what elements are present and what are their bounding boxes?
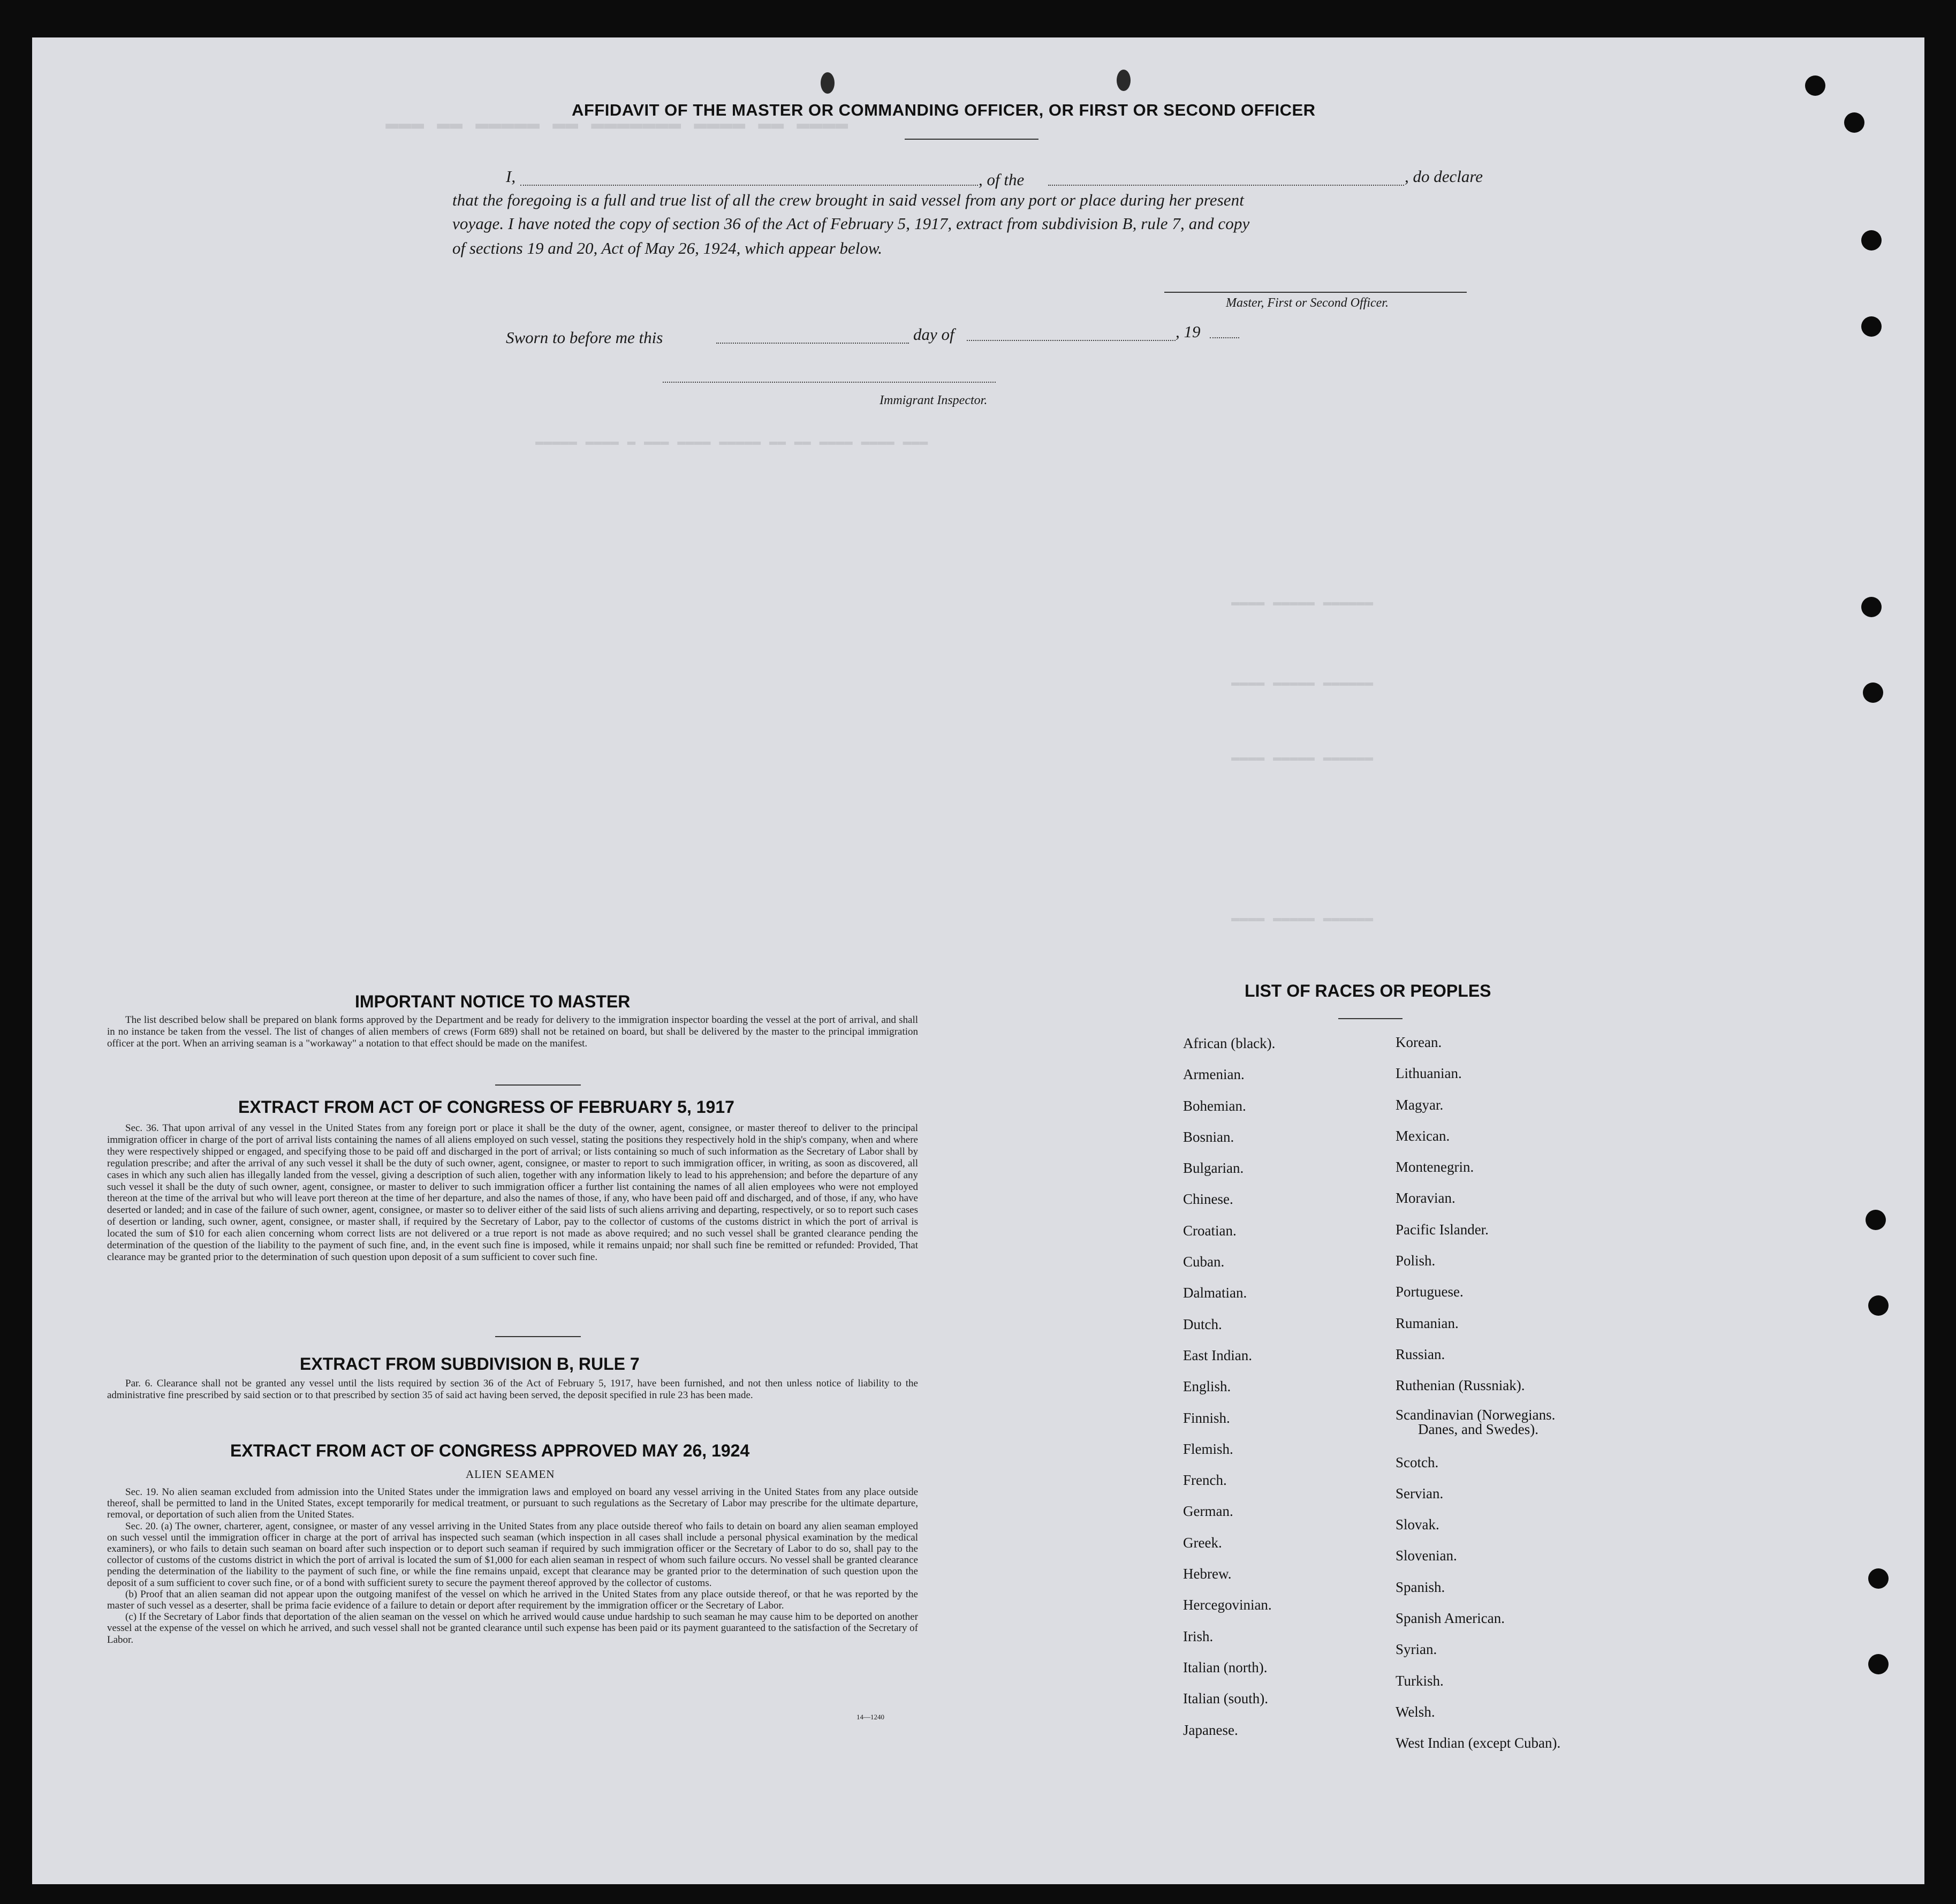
race-item: Montenegrin.: [1396, 1159, 1474, 1175]
notice-paragraph: The list described below shall be prepared on blank forms approved by the Department and be ready for delivery to the immigration inspector boarding the vessel at the port of arrival, and shall in no instance be taken from the vessel. The list of changes of alien members of crews (Form 689) shall not be retained on board, but shall be delivered by the master to the principal immigration officer at the port. When an arriving seaman is a "workaway" a notation to that effect should be made on the manifest.: [107, 1014, 918, 1049]
race-item: Servian.: [1396, 1485, 1444, 1501]
sworn-year-field[interactable]: [1210, 337, 1239, 338]
punch-hole: [1861, 230, 1882, 251]
race-item: Magyar.: [1396, 1096, 1444, 1113]
extract-1917-title: EXTRACT FROM ACT OF CONGRESS OF FEBRUARY 5, 1917: [238, 1097, 734, 1117]
affidavit-line-4: of sections 19 and 20, Act of May 26, 1924, which appear below.: [452, 239, 883, 257]
race-item: Japanese.: [1183, 1721, 1238, 1738]
affidavit-title: AFFIDAVIT OF THE MASTER OR COMMANDING OFFICER, OR FIRST OR SECOND OFFICER: [572, 101, 1316, 119]
race-item: French.: [1183, 1472, 1227, 1489]
races-right-column: [1396, 1027, 1560, 1759]
sworn-label: Sworn to before me this: [506, 328, 663, 347]
race-item: East Indian.: [1183, 1347, 1252, 1363]
race-item: Danes, and Swedes).: [1418, 1421, 1538, 1437]
race-item: Portuguese.: [1396, 1284, 1464, 1300]
inspector-signature-line[interactable]: [663, 382, 996, 383]
title-rule: [905, 139, 1038, 140]
inspector-label: Immigrant Inspector.: [880, 393, 988, 407]
race-item: Hercegovinian.: [1183, 1597, 1272, 1613]
section-rule: [495, 1084, 581, 1086]
race-item: Italian (north).: [1183, 1659, 1268, 1675]
race-item: African (black).: [1183, 1035, 1276, 1051]
extract-1924-title: EXTRACT FROM ACT OF CONGRESS APPROVED MAY 26, 1924: [230, 1441, 750, 1460]
races-title: LIST OF RACES OR PEOPLES: [1245, 981, 1491, 1000]
sec-19-paragraph: Sec. 19. No alien seaman excluded from admission into the United States under the immigration laws and employed on board any vessel arriving in the United States from any place outside thereof, shall be permitted to land in the United States, except temporarily for medical treatment, or pursuant to such regulations as the Secretary of Labor may prescribe for the ultimate departure, removal, or deportation of such alien from the United States.: [107, 1486, 918, 1521]
extract-1924-body: [107, 1486, 918, 1645]
sec-20b-paragraph: (b) Proof that an alien seaman did not appear upon the outgoing manifest of the vessel on which he arrived in the United States from any place outside thereof, or that he was reported by the master of such vessel as a deserter, shall be prima facie evidence of a failure to detain or deport after requirement by the immigration officer or the Secretary of Labor.: [107, 1588, 918, 1612]
race-item: Welsh.: [1396, 1703, 1435, 1720]
race-item: Spanish.: [1396, 1579, 1445, 1595]
race-item: Syrian.: [1396, 1641, 1437, 1658]
race-item: Dalmatian.: [1183, 1285, 1247, 1301]
race-item: Bulgarian.: [1183, 1160, 1244, 1177]
race-item: Scotch.: [1396, 1454, 1439, 1470]
day-of-label: day of: [913, 325, 954, 344]
races-left-column: [1183, 1028, 1275, 1746]
punch-hole: [1868, 1295, 1889, 1316]
punch-hole: [1868, 1654, 1889, 1674]
race-item: Italian (south).: [1183, 1690, 1268, 1707]
vessel-field[interactable]: [1048, 185, 1404, 186]
race-item: Bohemian.: [1183, 1097, 1246, 1114]
race-item: Flemish.: [1183, 1440, 1233, 1457]
race-item: English.: [1183, 1378, 1231, 1395]
punch-hole: [1861, 316, 1882, 337]
affidavit-do-declare: , do declare: [1405, 167, 1483, 186]
form-number: 14—1240: [856, 1713, 884, 1721]
binder-hole: [821, 72, 835, 94]
sec-20c-paragraph: (c) If the Secretary of Labor finds that deportation of the alien seaman on the vessel on which he arrived would cause undue hardship to such seaman he may cause him to be deported on another vessel at the expense of the vessel on which he arrived, and such vessel shall not be granted clearance until such expense has been paid or its payment guaranteed to the satisfaction of the Secretary of Labor.: [107, 1611, 918, 1645]
master-label: Master, First or Second Officer.: [1226, 296, 1389, 310]
sworn-day-field[interactable]: [716, 343, 909, 344]
master-signature-line[interactable]: [1164, 292, 1467, 293]
punch-hole: [1861, 597, 1882, 617]
rule7-title: EXTRACT FROM SUBDIVISION B, RULE 7: [300, 1354, 640, 1374]
race-item: Turkish.: [1396, 1672, 1444, 1689]
race-item: Hebrew.: [1183, 1566, 1232, 1582]
alien-seamen-subtitle: ALIEN SEAMEN: [466, 1468, 555, 1481]
sworn-month-field[interactable]: [967, 340, 1176, 341]
race-item: West Indian (except Cuban).: [1396, 1735, 1561, 1751]
race-item: Irish.: [1183, 1628, 1214, 1644]
race-item: Ruthenian (Russniak).: [1396, 1377, 1525, 1394]
race-item: Cuban.: [1183, 1254, 1225, 1270]
race-item: Armenian.: [1183, 1066, 1245, 1083]
race-item: Rumanian.: [1396, 1315, 1459, 1331]
show-through-text: ▬▬▬▬▬ ▬▬▬▬ ▬ ▬▬▬ ▬▬▬▬ ▬▬▬▬▬ ▬▬ ▬▬ ▬▬▬▬ ▬▬▬▬ ▬▬▬: [535, 434, 928, 450]
section-rule: [495, 1336, 581, 1337]
affidavit-i: I,: [506, 167, 516, 186]
affidavit-line-3: voyage. I have noted the copy of section 36 of the Act of February 5, 1917, extract from subdivision B, rule 7, and copy: [452, 214, 1250, 233]
notice-body: [107, 1014, 918, 1050]
par-6-paragraph: Par. 6. Clearance shall not be granted any vessel until the lists required by section 36 of the Act of February 5, 1917, have been furnished, and not then unless notice of liability to the administrative fine prescribed by said section or to that prescribed by section 35 of said act having been served, the deposit specified in rule 23 has been made.: [107, 1378, 918, 1401]
race-item: Pacific Islander.: [1396, 1221, 1489, 1238]
race-item: Lithuanian.: [1396, 1065, 1462, 1082]
race-item: Greek.: [1183, 1534, 1222, 1551]
affidavit-line-2: that the foregoing is a full and true list of all the crew brought in said vessel from any port or place during her present: [452, 191, 1244, 209]
race-item: Dutch.: [1183, 1316, 1222, 1332]
rule7-body: [107, 1378, 918, 1401]
race-item: Bosnian.: [1183, 1128, 1234, 1145]
affidavit-of-the: , of the: [979, 170, 1025, 189]
race-item: German.: [1183, 1503, 1233, 1520]
notice-title: IMPORTANT NOTICE TO MASTER: [355, 992, 631, 1011]
show-through-text: ▬▬▬▬ ▬▬▬▬▬ ▬▬▬▬▬▬: [1231, 749, 1374, 765]
race-item: Croatian.: [1183, 1222, 1237, 1239]
race-item: Slovak.: [1396, 1516, 1439, 1533]
race-item: Slovenian.: [1396, 1548, 1457, 1564]
race-item: Chinese.: [1183, 1191, 1233, 1208]
races-title-rule: [1338, 1018, 1402, 1019]
show-through-text: ▬▬▬▬ ▬▬▬▬▬ ▬▬▬▬▬▬: [1231, 674, 1374, 691]
race-item: Scandinavian (Norwegians.: [1396, 1406, 1556, 1423]
race-item: Spanish American.: [1396, 1610, 1505, 1627]
year-label: , 19: [1176, 322, 1201, 341]
race-item: Korean.: [1396, 1034, 1442, 1050]
race-item: Polish.: [1396, 1253, 1436, 1269]
race-item: Moravian.: [1396, 1190, 1455, 1207]
binder-hole: [1117, 70, 1131, 91]
show-through-text: ▬▬▬ ▬▬ ▬▬▬▬▬ ▬▬ ▬▬▬▬▬▬▬ ▬▬▬▬ ▬▬ ▬▬▬▬: [385, 112, 848, 136]
race-item: Russian.: [1396, 1346, 1445, 1362]
extract-1917-body: [107, 1122, 918, 1263]
punch-hole: [1844, 112, 1864, 133]
punch-hole: [1868, 1568, 1889, 1589]
name-field[interactable]: [520, 185, 978, 186]
sec-20a-paragraph: Sec. 20. (a) The owner, charterer, agent, consignee, or master of any vessel arriving in the United States from any place outside thereof who fails to detain on board any alien seaman employed on such vessel until the immigration officer in charge at the port of arrival has inspected such seaman (which inspection in all cases shall include a personal physical examination by the medical examiners), or who fails to detain such seaman on board after such inspection or to deport such seaman if required by such immigration officer or the Secretary of Labor to do so, shall pay to the collector of customs of the customs district in which the port of arrival is located the sum of $1,000 for each alien seaman in respect of whom such failure occurs. No vessel shall be granted clearance pending the determination of the liability to the payment of such fine, or while the fine remains unpaid, except that clearance may be granted prior to the determination of such question upon the deposit of a sum sufficient to cover such fine, or of a bond with sufficient surety to secure the payment thereof approved by the collector of customs.: [107, 1520, 918, 1589]
sec-36-paragraph: Sec. 36. That upon arrival of any vessel in the United States from any foreign port or place it shall be the duty of the owner, agent, consignee, or master thereof to deliver to the principal immigration officer in charge of the port of arrival lists containing the names of all aliens employed on such vessel, stating the positions they respectively hold in the ship's company, when and where they were respectively shipped or engaged, and specifying those to be paid off and discharged in the port of arrival; or lists containing so much of such information as the Secretary of Labor shall by regulation prescribe; and after the arrival of any such vessel it shall be the duty of such owner, agent, consignee, or master to report to such immigration officer, in writing, as soon as discovered, all cases in which any such alien has illegally landed from the vessel, giving a description of such alien, together with any information likely to lead to his apprehension; and before the departure of any such vessel it shall be the duty of such owner, agent, consignee, or master to deliver to such immigration officer a further list containing the names of all alien employees who were not employed thereon at the time of the arrival but who will leave port thereon at the time of her departure, and also the names of those, if any, who have been paid off and discharged, and of those, if any, who have deserted or landed; and in case of the failure of such owner, agent, consignee, or master so to deliver either of the said lists of such aliens arriving and departing, respectively, or so to report such cases of desertion or landing, such owner, agent, consignee, or master shall, if required by the Secretary of Labor, pay to the collector of customs of the customs district in which the port of arrival is located the sum of $10 for each alien concerning whom correct lists are not delivered or a true report is not made as above required; and no such vessel shall be granted clearance pending the determination of the question of the liability to the payment of such fine, and, in the event such fine is imposed, while it remains unpaid; nor shall such fine be remitted or refunded: Provided, That clearance may be granted prior to the determination of such question upon deposit of a sum sufficient to cover such fine.: [107, 1122, 918, 1263]
punch-hole: [1863, 682, 1883, 703]
punch-hole: [1805, 75, 1825, 96]
race-item: Finnish.: [1183, 1409, 1230, 1426]
show-through-text: ▬▬▬▬ ▬▬▬▬▬ ▬▬▬▬▬▬: [1231, 594, 1374, 610]
race-item: Mexican.: [1396, 1127, 1450, 1144]
show-through-text: ▬▬▬▬ ▬▬▬▬▬ ▬▬▬▬▬▬: [1231, 910, 1374, 926]
punch-hole: [1866, 1210, 1886, 1230]
